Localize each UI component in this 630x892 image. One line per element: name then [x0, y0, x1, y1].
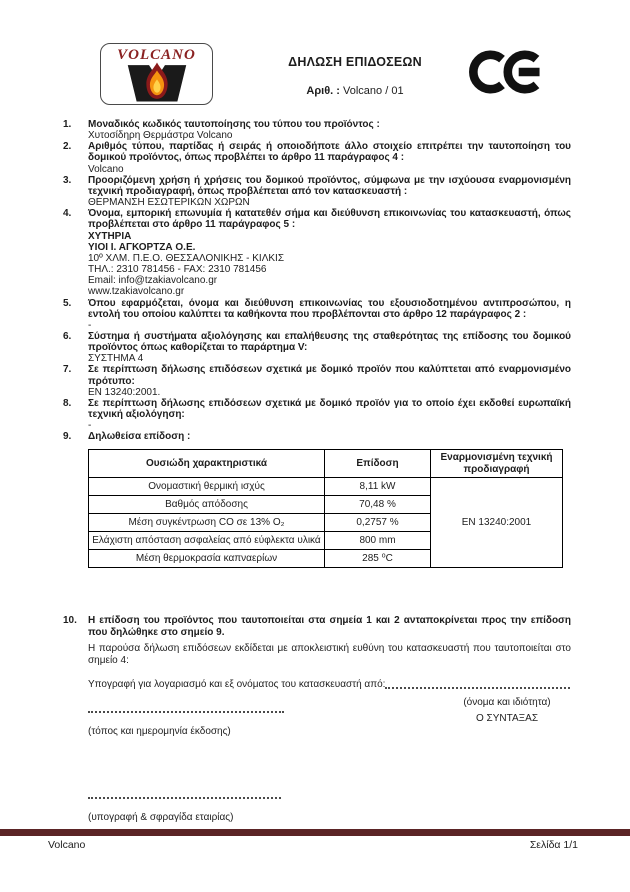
list-item-number: 5.: [63, 297, 72, 309]
list-item-number: 6.: [63, 330, 72, 342]
list-item-heading: Προοριζόμενη χρήση ή χρήσεις του δομικού προϊόντος, σύμφωνα με την ισχύουσα εναρμονισμένη τεχνική προδιαγραφή, όπως προβλέπεται από τον κατασκευαστή :: [88, 174, 571, 197]
table-cell: 800 mm: [325, 532, 431, 550]
list-item: [63, 175, 571, 208]
list-item: [63, 331, 571, 364]
list-item-value: ΘΕΡΜΑΝΣΗ ΕΣΩΤΕΡΙΚΩΝ ΧΩΡΩΝ: [88, 197, 250, 209]
list-item-number: 7.: [63, 364, 72, 376]
list-item-heading: Δηλωθείσα επίδοση :: [88, 431, 191, 443]
list-item-number: 4.: [63, 208, 72, 220]
table-cell: 70,48 %: [325, 496, 431, 514]
table-cell: 285 ⁰C: [325, 550, 431, 568]
volcano-bucket-flame-icon: [126, 62, 188, 102]
list-item-number: 2.: [63, 141, 72, 153]
list-item-number: 8.: [63, 397, 72, 409]
table-cell: Ελάχιστη απόσταση ασφαλείας από εύφλεκτα υλικά: [89, 532, 325, 550]
stamp-dotted-line: [88, 789, 281, 799]
list-item-value: -: [88, 420, 92, 432]
performance-table-body: [89, 478, 563, 568]
list-item-heading: Σε περίπτωση δήλωσης επιδόσεων σχετικά με δομικό προϊόν που καλύπτεται από εναρμονισμένο πρότυπο:: [88, 364, 571, 387]
place-date-caption: (τόπος και ημερομηνία έκδοσης): [88, 726, 231, 737]
list-item: [63, 398, 571, 431]
list-item-heading: Όνομα, εμπορική επωνυμία ή κατατεθέν σήμα και διεύθυνση επικοινωνίας του κατασκευαστή, όπως προβλέπεται στο άρθρο 11 παράγραφος 5 :: [88, 208, 571, 231]
list-item-value: ΥΙΟΙ Ι. ΑΓΚΟΡΤΖΑ Ο.Ε.: [88, 241, 196, 253]
list-item: [63, 364, 571, 397]
footer-divider-bar: [0, 829, 630, 836]
table-cell: Βαθμός απόδοσης: [89, 496, 325, 514]
doc-number-label: Αριθ. :: [306, 85, 340, 97]
list-item-heading: Σε περίπτωση δήλωσης επιδόσεων σχετικά με δομικό προϊόν για το οποίο έχει εκδοθεί ευρωπαϊκή τεχνική αξιολόγηση:: [88, 397, 571, 421]
list-item-value: Email: info@tzakiavolcano.gr: [88, 275, 218, 287]
list-item-value: www.tzakiavolcano.gr: [88, 286, 185, 298]
list-item: [63, 208, 571, 297]
list-item-number: 1.: [63, 119, 72, 130]
list-item-value: ΧΥΤΗΡΙΑ: [88, 230, 132, 242]
table-header-cell: Εναρμονισμένη τεχνική προδιαγραφή: [431, 450, 563, 478]
list-item: [63, 298, 571, 331]
title-block: [250, 55, 460, 97]
table-cell: 0,2757 %: [325, 514, 431, 532]
page-title: ΔΗΛΩΣΗ ΕΠΙΔΟΣΕΩΝ: [288, 55, 422, 69]
list-item-value: ΣΥΣΤΗΜΑ 4: [88, 353, 144, 365]
performance-table-head: [89, 450, 563, 478]
performance-table: [88, 449, 563, 568]
table-row: [89, 478, 563, 496]
list-item-value: 10º ΧΛΜ. Π.Ε.Ο. ΘΕΣΣΑΛΟΝΙΚΗΣ - ΚΙΛΚΙΣ: [88, 252, 285, 264]
list-item-value: ΤΗΛ.: 2310 781456 - FAX: 2310 781456: [88, 264, 267, 276]
list-item-heading: Αριθμός τύπου, παρτίδας ή σειράς ή οποιοδήποτε άλλο στοιχείο επιτρέπει την ταυτοποίηση του δομικού προϊόντος, όπως προβλέπει το άρθρο 11 παράγραφος 4 :: [88, 141, 571, 164]
footer-page-number: Σελίδα 1/1: [529, 839, 578, 851]
footer-brand: Volcano: [48, 839, 86, 851]
list-item-heading: Μοναδικός κωδικός ταυτοποίησης του τύπου του προϊόντος :: [88, 119, 380, 130]
numbered-list: [63, 119, 571, 443]
page-footer: [48, 839, 578, 851]
signature-section: [88, 679, 570, 839]
place-date-dotted-line: [88, 703, 284, 713]
list-item: [63, 119, 571, 141]
ce-mark-icon: [467, 50, 545, 94]
name-caption: (όνομα και ιδιότητα): [463, 697, 551, 708]
list-item-value: -: [88, 319, 92, 331]
list-item-number: 9.: [63, 431, 72, 443]
table-cell: Μέση συγκέντρωση CO σε 13% O₂: [89, 514, 325, 532]
list-item: [63, 431, 571, 442]
signer-block: [418, 695, 596, 727]
doc-number: [250, 85, 460, 97]
list-item: [63, 141, 571, 174]
list-item-value: Volcano: [88, 163, 124, 175]
doc-number-value: Volcano / 01: [343, 85, 404, 97]
list-item-10: [63, 615, 571, 666]
table-cell: 8,11 kW: [325, 478, 431, 496]
volcano-logo-text: VOLCANO: [117, 47, 196, 63]
list-item-value: EN 13240:2001.: [88, 386, 161, 398]
signer-role: Ο ΣΥΝΤΑΞΑΣ: [475, 713, 539, 724]
item10-heading: Η επίδοση του προϊόντος που ταυτοποιείται στα σημεία 1 και 2 ανταποκρίνεται προς την επίδοση που δηλώθηκε στο σημείο 9.: [88, 615, 571, 638]
sign-for-label: Υπογραφή για λογαριασμό και εξ ονόματος του κατασκευαστή από:: [88, 679, 386, 690]
list-item-heading: Σύστημα ή συστήματα αξιολόγησης και επαλήθευσης της σταθερότητας της επίδοσης του δομικού προϊόντος όπως καθορίζεται το παράρτημα V:: [88, 330, 571, 354]
table-spec-cell: EN 13240:2001: [431, 478, 563, 568]
item10-body: Η παρούσα δήλωση επιδόσεων εκδίδεται με αποκλειστική ευθύνη του κατασκευαστή που ταυτοποιείται στο σημείο 4:: [88, 643, 571, 666]
signature-dotted-line: [385, 679, 570, 689]
table-cell: Ονομαστική θερμική ισχύς: [89, 478, 325, 496]
list-item-heading: Όπου εφαρμόζεται, όνομα και διεύθυνση επικοινωνίας του εξουσιοδοτημένου αντιπροσώπου, η εντολή του οποίου καλύπτει τα καθήκοντα που προβλέπονται στο άρθρο 12 παράγραφος 2 :: [88, 297, 571, 320]
list-item-number: 3.: [63, 174, 72, 186]
volcano-logo: [100, 43, 213, 105]
table-cell: Μέση θερμοκρασία καπναερίων: [89, 550, 325, 568]
stamp-caption: (υπογραφή & σφραγίδα εταιρίας): [88, 812, 234, 823]
list-item-value: Χυτοσίδηρη Θερμάστρα Volcano: [88, 130, 233, 142]
table-header-cell: Επίδοση: [325, 450, 431, 478]
table-header-cell: Ουσιώδη χαρακτηριστικά: [89, 450, 325, 478]
list-item-number: 10.: [63, 615, 77, 626]
